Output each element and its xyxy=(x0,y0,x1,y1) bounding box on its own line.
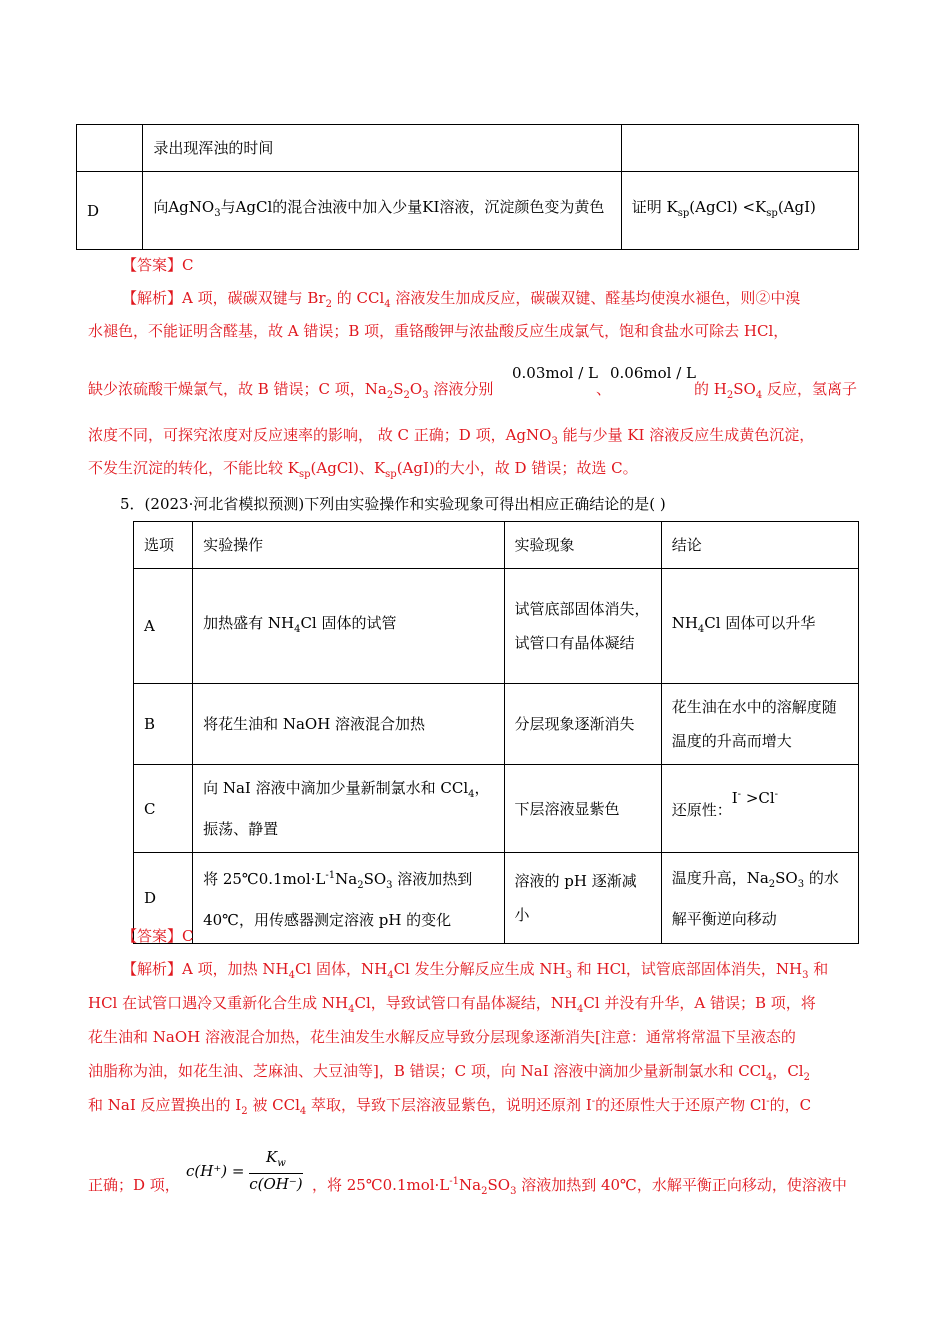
table-cell: D xyxy=(134,853,193,944)
table-row xyxy=(77,125,859,172)
table-cell xyxy=(621,125,858,172)
table-cell: 还原性：I- >Cl- xyxy=(661,765,858,853)
concentration-1: 0.03mol / L xyxy=(512,364,599,382)
question-title: 5．(2023·河北省模拟预测)下列由实验操作和实验现象可得出相应正确结论的是( ) xyxy=(120,495,666,513)
table-cell: 将 $25℃0.1mol\cdot L^{-1}Na_2SO_3$ 溶液加热到 40℃，用传感器测定溶液 pH 的变化 xyxy=(193,853,504,944)
header-cell: 结论 xyxy=(661,522,858,569)
table-cell: 向 NaI 溶液中滴加少量新制氯水和 CCl$_4$，振荡、静置 xyxy=(193,765,504,853)
analysis-line: ，将 $25℃0.1mol\cdot L^{-1}Na_2SO_3$ 溶液加热到 40℃，水解平衡正向移动，使溶液中 xyxy=(312,1176,847,1197)
table-row xyxy=(134,765,859,853)
table-row xyxy=(77,172,859,250)
table-row xyxy=(134,684,859,765)
analysis-line: 【解析】A 项，碳碳双键与 $Br_2$ 的 CCl$_4$ 溶液发生加成反应，碳碳双键、醛基均使溴水褪色，则②中溴 xyxy=(122,289,801,310)
top-table xyxy=(76,124,859,250)
table-cell: 将花生油和 NaOH 溶液混合加热 xyxy=(193,684,504,765)
analysis-line: 缺少浓硫酸干燥氯气，故 B 错误；C 项，$Na_2S_2O_3$ 溶液分别 xyxy=(88,380,494,401)
formula: c(H⁺) = $\frac{K_w}{c(OH^-)}$ xyxy=(186,1148,303,1193)
separator: 、 xyxy=(596,380,612,398)
answer-label: 【答案】C xyxy=(122,927,194,945)
table-cell: D xyxy=(77,172,143,250)
analysis-line: 不发生沉淀的转化，不能比较 $K_{sp}(AgCl)$、$K_{sp}(AgI)$的大小，故 D 错误；故选 C。 xyxy=(88,459,638,480)
table-cell: 试管底部固体消失，试管口有晶体凝结 xyxy=(504,569,661,684)
table-cell: A xyxy=(134,569,193,684)
analysis-line: 浓度不同，可探究浓度对反应速率的影响， 故 C 正确；D 项，AgNO$_3$ 能与少量 KI 溶液反应生成黄色沉淀， xyxy=(88,426,815,447)
analysis-line: 油脂称为油，如花生油、芝麻油、大豆油等]，B 错误；C 项，向 NaI 溶液中滴加少量新制氯水和 CCl$_4$，$Cl_2$ xyxy=(88,1062,810,1083)
table-cell xyxy=(77,125,143,172)
table-cell: 分层现象逐渐消失 xyxy=(504,684,661,765)
table-row xyxy=(134,569,859,684)
header-cell: 选项 xyxy=(134,522,193,569)
answer-label: 【答案】C xyxy=(122,256,194,274)
table-cell: 证明 $K_{sp}(AgCl) <K_{sp}(AgI)$ xyxy=(621,172,858,250)
fraction: $\frac{K_w}{c(OH^-)}$ xyxy=(249,1148,303,1193)
analysis-line: HCl 在试管口遇冷又重新化合生成 $NH_4Cl$，导致试管口有晶体凝结，$NH_4Cl$ 并没有升华，A 错误；B 项，将 xyxy=(88,994,816,1015)
table-row xyxy=(134,853,859,944)
analysis-line: 花生油和 NaOH 溶液混合加热，花生油发生水解反应导致分层现象逐渐消失[注意：通常将常温下呈液态的 xyxy=(88,1028,796,1046)
analysis-line: 水褪色，不能证明含醛基，故 A 错误；B 项，重铬酸钾与浓盐酸反应生成氯气，饱和食盐水可除去 HCl， xyxy=(88,322,789,340)
experiment-table xyxy=(133,521,859,944)
header-cell: 实验操作 xyxy=(193,522,504,569)
concentration-2: 0.06mol / L xyxy=(610,364,697,382)
table-cell: 花生油在水中的溶解度随温度的升高而增大 xyxy=(661,684,858,765)
table-cell: 录出现浑浊的时间 xyxy=(143,125,621,172)
table-cell: 向AgNO$_3$与AgCl的混合浊液中加入少量KI溶液，沉淀颜色变为黄色 xyxy=(143,172,621,250)
table-cell: 温度升高，$Na_2SO_3$ 的水解平衡逆向移动 xyxy=(661,853,858,944)
table-cell: 溶液的 pH 逐渐减小 xyxy=(504,853,661,944)
table-cell: C xyxy=(134,765,193,853)
analysis-line: 【解析】A 项，加热 $NH_4Cl$ 固体，$NH_4Cl$ 发生分解反应生成 $NH_3$ 和 HCl，试管底部固体消失，$NH_3$ 和 xyxy=(122,960,829,981)
table-cell: 加热盛有 $NH_4Cl$ 固体的试管 xyxy=(193,569,504,684)
analysis-line: 的 $H_2SO_4$ 反应，氢离子 xyxy=(694,380,857,401)
table-cell: B xyxy=(134,684,193,765)
table-header-row xyxy=(134,522,859,569)
header-cell: 实验现象 xyxy=(504,522,661,569)
analysis-line: 和 NaI 反应置换出的 $I_2$ 被 CCl$_4$ 萃取，导致下层溶液显紫色，说明还原剂 I-的还原性大于还原产物 Cl-的，C xyxy=(88,1096,812,1117)
analysis-line: 正确；D 项， xyxy=(88,1176,180,1194)
table-cell: 下层溶液显紫色 xyxy=(504,765,661,853)
table-cell: $NH_4Cl$ 固体可以升华 xyxy=(661,569,858,684)
